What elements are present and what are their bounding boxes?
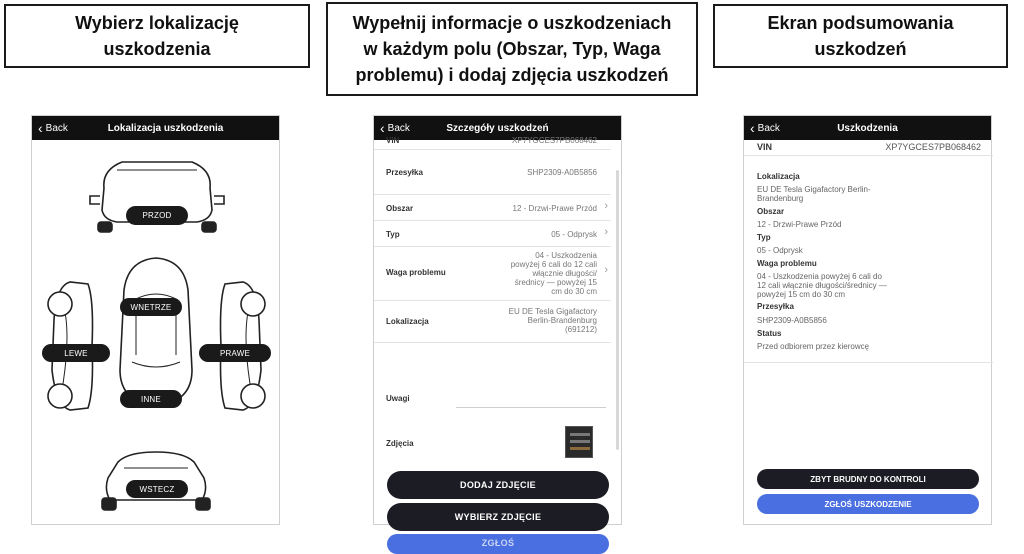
divider bbox=[744, 362, 993, 363]
screen-title: Uszkodzenia bbox=[837, 122, 898, 134]
location-value-line: Brandenburg bbox=[757, 194, 804, 203]
back-button[interactable] bbox=[38, 116, 68, 140]
location-label: Lokalizacja bbox=[386, 317, 429, 326]
location-value-line: EU DE Tesla Gigafactory Berlin- bbox=[757, 185, 871, 194]
details-form bbox=[374, 136, 621, 548]
type-label: Typ bbox=[757, 233, 771, 242]
vin-label: VIN bbox=[386, 136, 400, 145]
choose-photo-button[interactable]: WYBIERZ ZDJĘCIE bbox=[387, 503, 609, 531]
status-label: Status bbox=[757, 329, 782, 338]
area-value: 12 - Drzwi-Prawe Przód bbox=[757, 220, 842, 229]
step3-caption-line2: uszkodzeń bbox=[814, 39, 907, 59]
submit-button[interactable]: ZGŁOŚ bbox=[387, 534, 609, 554]
back-label: Back bbox=[45, 122, 68, 134]
type-value: 05 - Odprysk bbox=[551, 230, 597, 239]
chevron-right-icon: › bbox=[604, 200, 608, 212]
step1-caption-line1: Wybierz lokalizację bbox=[75, 13, 239, 33]
vin-label: VIN bbox=[757, 142, 773, 152]
chevron-left-icon: ‹ bbox=[380, 120, 385, 136]
back-button[interactable] bbox=[750, 116, 780, 140]
status-value: Przed odbiorem przez kierowcę bbox=[757, 342, 870, 351]
chevron-right-icon: › bbox=[604, 264, 608, 276]
location-row bbox=[374, 301, 611, 343]
severity-label: Waga problemu bbox=[757, 259, 817, 268]
zone-front-button[interactable]: PRZOD bbox=[126, 206, 188, 225]
report-damage-button[interactable]: ZGŁOŚ USZKODZENIE bbox=[757, 494, 979, 514]
damage-details-screen bbox=[373, 115, 622, 548]
severity-value-line: 12 cali włącznie długości/średnicy — bbox=[757, 281, 887, 290]
zone-rear-button[interactable]: WSTECZ bbox=[126, 480, 188, 498]
location-value-line: EU DE Tesla Gigafactory bbox=[508, 307, 597, 316]
step2-caption-line1: Wypełnij informacje o uszkodzeniach bbox=[352, 13, 672, 33]
zone-left-button[interactable]: LEWE bbox=[42, 344, 110, 362]
location-value-line: Berlin-Brandenburg bbox=[527, 316, 597, 325]
severity-value-line: powyżej 6 cali do 12 cali bbox=[510, 260, 597, 269]
location-value bbox=[757, 185, 937, 203]
scrollbar[interactable] bbox=[616, 170, 619, 450]
severity-value-line: 04 - Uszkodzenia powyżej 6 cali do bbox=[757, 272, 882, 281]
car-outline-image bbox=[32, 140, 281, 526]
add-photo-button[interactable]: DODAJ ZDJĘCIE bbox=[387, 471, 609, 499]
location-value bbox=[509, 307, 597, 334]
zone-interior-button[interactable]: WNETRZE bbox=[120, 298, 182, 316]
severity-value bbox=[757, 272, 937, 299]
zone-right-button[interactable]: PRAWE bbox=[199, 344, 271, 362]
summary-content bbox=[744, 140, 991, 526]
chevron-left-icon: ‹ bbox=[38, 120, 43, 136]
step2-caption-line2: w każdym polu (Obszar, Typ, Waga bbox=[363, 39, 661, 59]
screen-title: Lokalizacja uszkodzenia bbox=[107, 122, 224, 134]
shipment-label: Przesyłka bbox=[386, 168, 423, 177]
severity-label: Waga problemu bbox=[386, 268, 446, 277]
screen-title: Szczegóły uszkodzeń bbox=[446, 122, 549, 134]
step3-caption bbox=[713, 4, 1008, 68]
back-label: Back bbox=[757, 122, 780, 134]
severity-value-line: powyżej 15 cm do 30 cm bbox=[757, 290, 846, 299]
too-dirty-button[interactable]: ZBYT BRUDNY DO KONTROLI bbox=[757, 469, 979, 489]
back-label: Back bbox=[387, 122, 410, 134]
location-value-line: (691212) bbox=[564, 325, 597, 334]
type-row[interactable] bbox=[374, 221, 611, 247]
vin-value: XP7YGCES7PB068462 bbox=[885, 142, 981, 152]
severity-value bbox=[511, 251, 597, 296]
severity-value-line: 04 - Uszkodzenia bbox=[535, 251, 597, 260]
severity-row[interactable] bbox=[374, 247, 611, 301]
shipment-label: Przesyłka bbox=[757, 302, 794, 311]
severity-value-line: włącznie długości/ bbox=[532, 269, 597, 278]
photos-label: Zdjęcia bbox=[386, 439, 414, 448]
step2-caption-line3: problemu) i dodaj zdjęcia uszkodzeń bbox=[355, 65, 669, 85]
vin-row bbox=[374, 136, 611, 150]
severity-value-line: cm do 30 cm bbox=[551, 287, 597, 296]
vin-row bbox=[744, 140, 993, 156]
photo-thumbnail[interactable] bbox=[565, 426, 593, 458]
type-label: Typ bbox=[386, 230, 400, 239]
shipment-value: SHP2309-A0B5856 bbox=[527, 168, 597, 177]
area-row[interactable] bbox=[374, 195, 611, 221]
nav-bar bbox=[32, 116, 279, 140]
damage-summary-screen bbox=[743, 115, 992, 525]
location-label: Lokalizacja bbox=[757, 172, 800, 181]
nav-bar bbox=[744, 116, 991, 140]
zone-other-button[interactable]: INNE bbox=[120, 390, 182, 408]
car-diagram bbox=[32, 140, 281, 526]
step3-caption-line1: Ekran podsumowania bbox=[767, 13, 954, 33]
step1-caption bbox=[4, 4, 310, 68]
step2-caption bbox=[326, 2, 698, 96]
severity-value-line: średnicy — powyżej 15 bbox=[514, 278, 597, 287]
notes-label: Uwagi bbox=[386, 394, 410, 403]
shipment-value: SHP2309-A0B5856 bbox=[757, 316, 827, 325]
step1-caption-line2: uszkodzenia bbox=[103, 39, 211, 59]
chevron-left-icon: ‹ bbox=[750, 120, 755, 136]
shipment-row bbox=[374, 150, 611, 195]
area-label: Obszar bbox=[386, 204, 414, 213]
damage-location-screen bbox=[31, 115, 280, 525]
type-value: 05 - Odprysk bbox=[757, 246, 803, 255]
chevron-right-icon: › bbox=[604, 226, 608, 238]
area-value: 12 - Drzwi-Prawe Przód bbox=[512, 204, 597, 213]
area-label: Obszar bbox=[757, 207, 785, 216]
vin-value: XP7YGCES7PB068462 bbox=[512, 136, 597, 145]
notes-input[interactable] bbox=[456, 392, 606, 408]
